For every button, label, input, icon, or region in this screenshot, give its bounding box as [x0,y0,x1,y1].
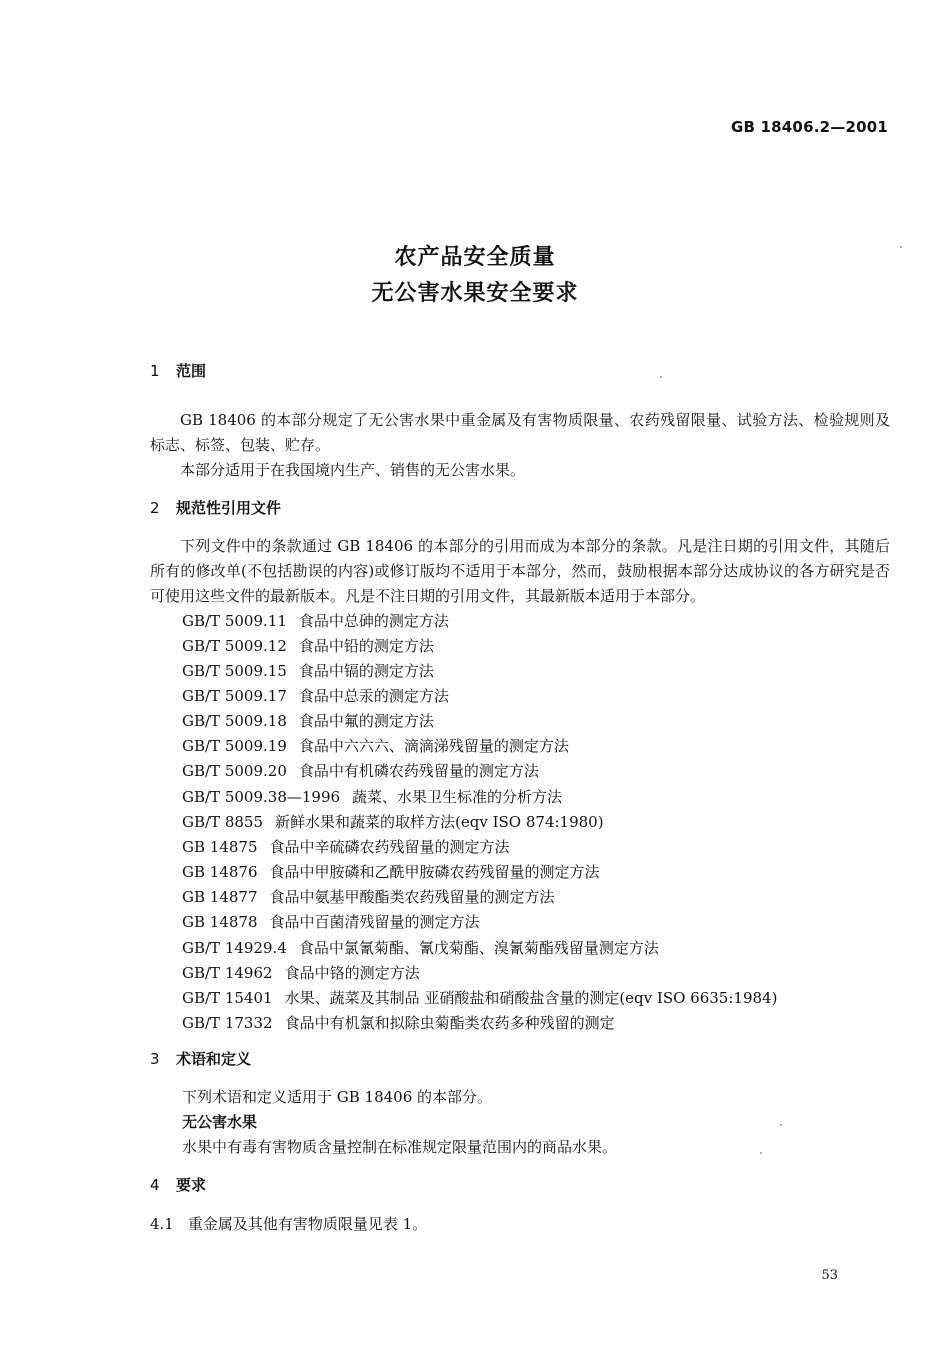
section-number: 3 [150,1050,160,1068]
reference-code: GB/T 5009.20 [182,762,287,780]
reference-item [182,911,480,932]
reference-code: GB/T 14962 [182,964,273,982]
scan-speck [760,1152,762,1154]
reference-title: 食品中氟的测定方法 [298,712,434,730]
reference-code: GB/T 5009.17 [182,687,287,705]
subsection-text: 重金属及其他有害物质限量见表 1。 [187,1215,428,1233]
standard-code: GB 18406.2—2001 [730,118,888,136]
reference-code: GB/T 5009.38—1996 [182,788,341,806]
reference-item [182,937,659,958]
reference-item [182,861,600,882]
reference-code: GB/T 5009.12 [182,637,287,655]
section-1-paragraph-1: GB 18406 的本部分规定了无公害水果中重金属及有害物质限量、农药残留限量、试验方法、检验规则及标志、标签、包装、贮存。 [150,411,890,454]
reference-title: 蔬菜、水果卫生标准的分析方法 [352,788,563,806]
section-title: 术语和定义 [176,1050,252,1068]
reference-title: 食品中百菌清残留量的测定方法 [269,913,480,931]
section-number: 4 [150,1176,160,1194]
reference-item [182,811,604,832]
reference-code: GB/T 5009.19 [182,737,287,755]
reference-title: 食品中氯氰菊酯、氰戊菊酯、溴氰菊酯残留量测定方法 [298,939,659,957]
reference-item [182,886,555,907]
reference-code: GB/T 17332 [182,1014,273,1032]
reference-code: GB/T 8855 [182,813,264,831]
reference-code: GB/T 5009.15 [182,662,287,680]
term-definition: 水果中有毒有害物质含量控制在标准规定限量范围内的商品水果。 [182,1138,618,1156]
reference-item [182,987,777,1008]
section-2-paragraph-1: 下列文件中的条款通过 GB 18406 的本部分的引用而成为本部分的条款。凡是注日期的引用文件，其随后所有的修改单(不包括勘误的内容)或修订版均不适用于本部分，然而，鼓励根据本部分达成协议的各方研究是否可使用这些文件的最新版本。凡是不注日期的引用文件，其最新版本适用于本部分。 [150,537,890,605]
section-4-heading [150,1174,206,1195]
reference-code: GB 14877 [182,888,258,906]
section-title: 范围 [176,362,207,380]
section-3-heading [150,1048,251,1069]
section-1-heading [150,360,206,381]
reference-code: GB 14878 [182,913,258,931]
subsection-number: 4.1 [150,1215,174,1233]
document-title-line1: 农产品安全质量 [394,245,556,270]
reference-item [182,1012,615,1033]
reference-item [182,635,434,656]
reference-title: 食品中氨基甲酸酯类农药残留量的测定方法 [269,888,555,906]
section-title: 要求 [176,1176,207,1194]
reference-code: GB/T 5009.11 [182,612,287,630]
section-number: 2 [150,499,160,517]
reference-item [182,610,449,631]
reference-title: 食品中总砷的测定方法 [298,612,449,630]
reference-code: GB/T 5009.18 [182,712,287,730]
reference-title: 食品中辛硫磷农药残留量的测定方法 [269,838,510,856]
term-name: 无公害水果 [182,1113,258,1131]
reference-title: 食品中甲胺磷和乙酰甲胺磷农药残留量的测定方法 [269,863,600,881]
reference-title: 新鲜水果和蔬菜的取样方法(eqv ISO 874:1980) [275,813,604,831]
section-number: 1 [150,362,160,380]
scan-speck [780,1124,782,1126]
scan-speck [660,376,662,378]
reference-title: 食品中总汞的测定方法 [298,687,449,705]
section-2-heading [150,497,281,518]
reference-item [182,786,562,807]
reference-title: 食品中镉的测定方法 [298,662,434,680]
reference-title: 水果、蔬菜及其制品 亚硝酸盐和硝酸盐含量的测定(eqv ISO 6635:1984) [284,989,778,1007]
reference-item [182,735,569,756]
section-title: 规范性引用文件 [176,499,282,517]
reference-title: 食品中六六六、滴滴涕残留量的测定方法 [298,737,569,755]
reference-title: 食品中有机氯和拟除虫菊酯类农药多种残留的测定 [284,1014,615,1032]
page-number: 53 [821,1268,838,1283]
reference-item [182,760,539,781]
reference-code: GB 14876 [182,863,258,881]
subsection-4-1 [150,1213,427,1234]
section-3-intro: 下列术语和定义适用于 GB 18406 的本部分。 [182,1088,493,1106]
reference-code: GB/T 14929.4 [182,939,287,957]
reference-title: 食品中铬的测定方法 [284,964,420,982]
reference-item [182,962,420,983]
reference-item [182,685,449,706]
reference-title: 食品中铅的测定方法 [298,637,434,655]
reference-item [182,710,434,731]
scan-speck [900,246,902,248]
section-1-paragraph-2: 本部分适用于在我国境内生产、销售的无公害水果。 [180,461,526,479]
document-title-line2: 无公害水果安全要求 [371,281,579,306]
reference-item [182,836,510,857]
reference-code: GB/T 15401 [182,989,273,1007]
reference-code: GB 14875 [182,838,258,856]
reference-title: 食品中有机磷农药残留量的测定方法 [298,762,539,780]
reference-item [182,660,434,681]
